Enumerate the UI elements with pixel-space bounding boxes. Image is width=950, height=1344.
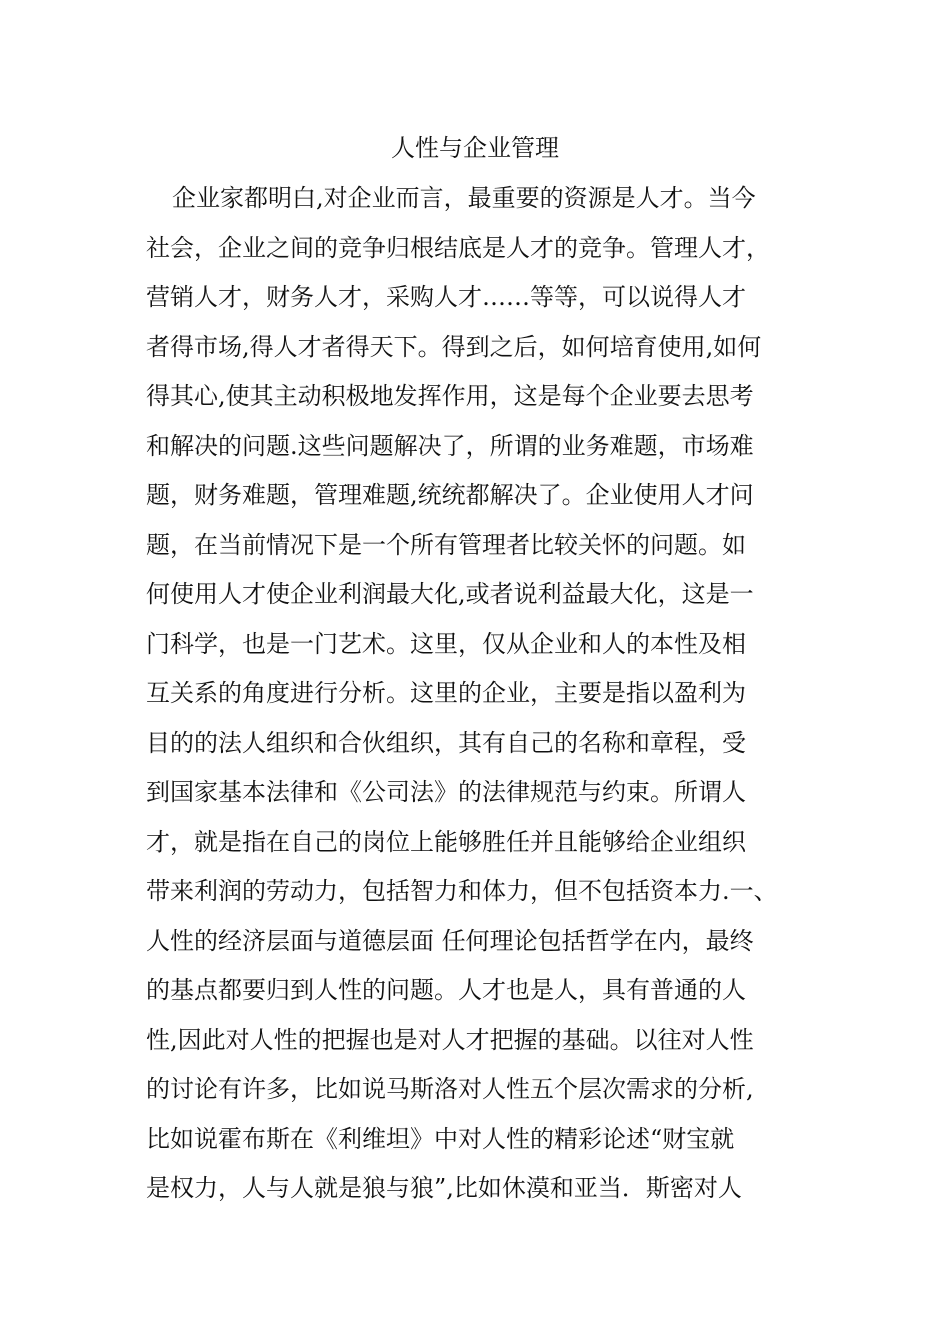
text-line: 的基点都要归到人性的问题。人才也是人，具有普通的人 [146, 976, 746, 1004]
text-line: 何使用人才使企业利润最大化,或者说利益最大化，这是一 [146, 580, 754, 608]
text-line: 互关系的角度进行分析。这里的企业，主要是指以盈利为 [146, 679, 746, 707]
text-line: 是权力，人与人就是狼与狼”,比如休漠和亚当．斯密对人 [146, 1174, 742, 1202]
text-line: 营销人才，财务人才，采购人才……等等，可以说得人才 [146, 283, 746, 311]
text-line: 带来利润的劳动力，包括智力和体力，但不包括资本力.一、 [146, 877, 778, 905]
text-line: 才，就是指在自己的岗位上能够胜任并且能够给企业组织 [146, 827, 746, 856]
text-line: 和解决的问题.这些问题解决了，所谓的业务难题，市场难 [146, 431, 754, 460]
text-line: 人性的经济层面与道德层面 任何理论包括哲学在内，最终 [146, 926, 754, 955]
text-line: 社会，企业之间的竞争归根结底是人才的竞争。管理人才， [146, 233, 770, 262]
text-line: 的讨论有许多，比如说马斯洛对人性五个层次需求的分析, [146, 1075, 754, 1103]
document-body [146, 178, 806, 1218]
text-line: 门科学，也是一门艺术。这里，仅从企业和人的本性及相 [146, 629, 746, 658]
text-line: 到国家基本法律和《公司法》的法律规范与约束。所谓人 [146, 778, 746, 806]
text-line: 题，财务难题，管理难题,统统都解决了。企业使用人才问 [146, 481, 754, 509]
text-line: 比如说霍布斯在《利维坦》中对人性的精彩论述“财宝就 [146, 1124, 735, 1153]
document-title: 人性与企业管理 [391, 134, 559, 162]
text-line: 题，在当前情况下是一个所有管理者比较关怀的问题。如 [146, 530, 746, 559]
text-line: 目的的法人组织和合伙组织，其有自己的名称和章程，受 [146, 728, 746, 757]
text-line: 企业家都明白,对企业而言，最重要的资源是人才。当今 [172, 184, 756, 212]
text-line: 者得市场,得人才者得天下。得到之后，如何培育使用,如何 [146, 332, 762, 361]
text-line: 性,因此对人性的把握也是对人才把握的基础。以往对人性 [146, 1025, 754, 1054]
text-line: 得其心,使其主动积极地发挥作用，这是每个企业要去思考 [146, 382, 754, 410]
